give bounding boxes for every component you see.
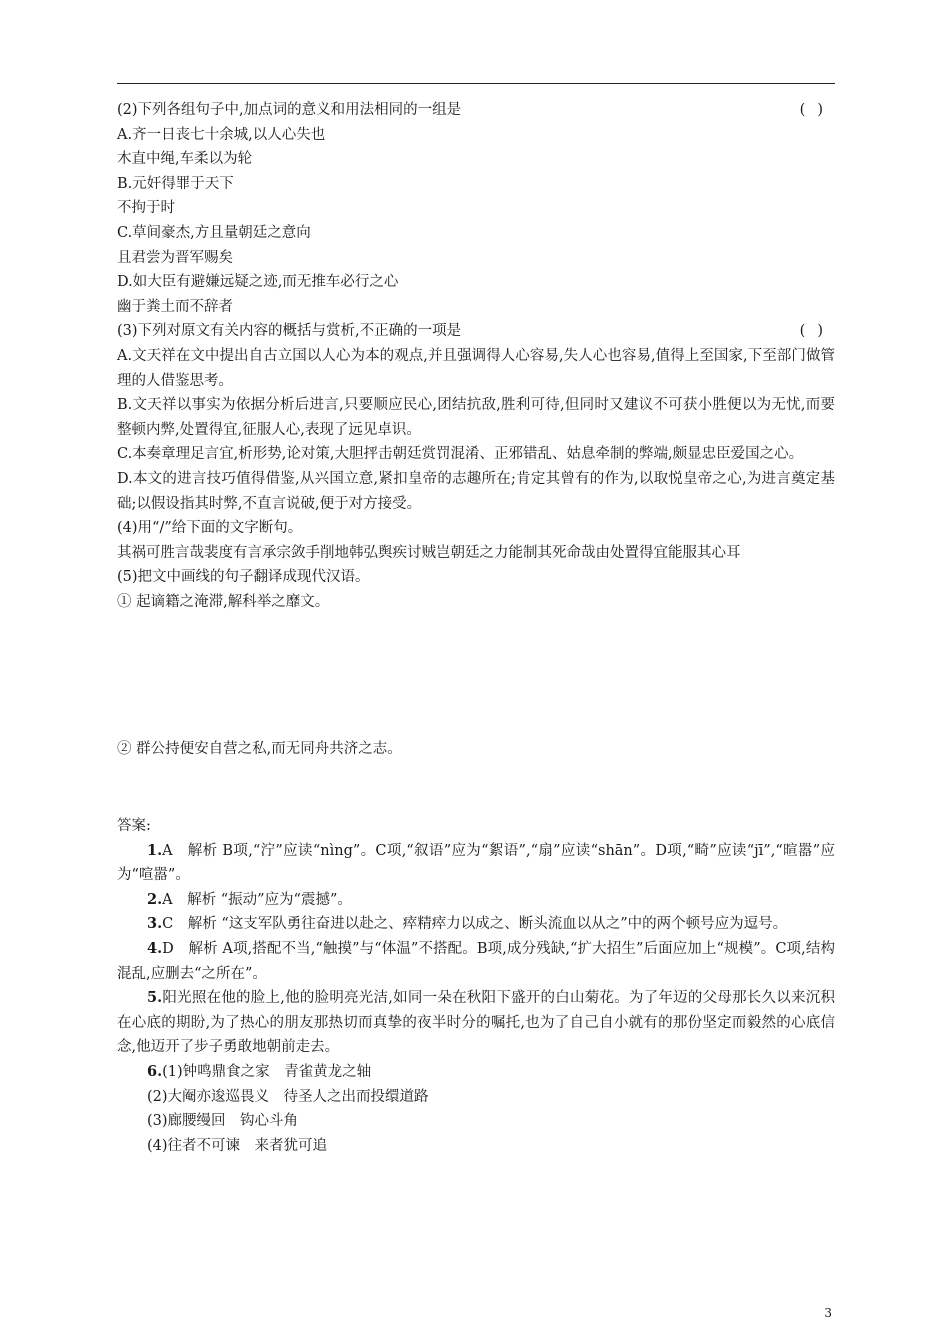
q5-sentence-2: ② 群公持便安自营之私,而无同舟共济之志。 <box>117 741 402 758</box>
q2-option-b-line-1: B.元奸得罪于天下 <box>117 175 234 192</box>
q2-option-a-line-1: A.齐一日丧七十余城,以人心失也 <box>117 126 326 143</box>
answer-1: 1.A 解析 B项,“泞”应读“nìng”。C项,“叙语”应为“絮语”,“扇”应读“shān”。D项,“畸”应读“jī”,“暄嚣”应为“喧嚣”。 <box>117 841 835 884</box>
q2-option-d-line-2: 幽于粪土而不辞者 <box>117 298 233 315</box>
answer-4: 4.D 解析 A项,搭配不当,“触摸”与“体温”不搭配。B项,成分残缺,“扩大招生”后面应加上“规模”。C项,结构混乱,应删去“之所在”。 <box>117 940 835 982</box>
q4-passage: 其祸可胜言哉裴度有言承宗敛手削地韩弘舆疾讨贼岂朝廷之力能制其死命哉由处置得宜能服其心耳 <box>117 544 741 561</box>
q2-option-d-line-1: D.如大臣有避嫌远疑之迹,而无推车必行之心 <box>117 274 399 291</box>
answer-blank: () <box>799 102 835 118</box>
answer-space <box>117 762 835 814</box>
answer-6: 6.(1)钟鸣鼎食之家 青雀黄龙之轴 <box>147 1063 372 1080</box>
answer-3: 3.C 解析 “这支军队勇往奋进以赴之、瘁精瘁力以成之、断头流血以从之”中的两个顿号应为逗号。 <box>147 915 788 933</box>
question-3-stem: (3)下列对原文有关内容的概括与赏析,不正确的一项是 () <box>117 319 835 344</box>
page-content <box>117 98 835 1158</box>
answer-6-line-2: (2)大阉亦逡巡畏义 待圣人之出而投缳道路 <box>147 1088 429 1105</box>
answer-5: 5.阳光照在他的脸上,他的脸明亮光洁,如同一朵在秋阳下盛开的白山菊花。为了年迈的父母那长久以来沉积在心底的期盼,为了热心的朋友那热切而真挚的夜半时分的嘱托,也为了自己自小就有的那份坚定而毅然的心底信念,他迈开了步子勇敢地朝前走去。 <box>117 989 835 1056</box>
answer-6-line-4: (4)往者不可谏 来者犹可追 <box>147 1137 328 1154</box>
header-rule <box>117 83 835 84</box>
answer-blank: () <box>799 323 835 340</box>
page-number: 3 <box>824 1306 832 1320</box>
answers-heading: 答案: <box>117 818 151 835</box>
q3-option-c: C.本奏章理足言宜,析形势,论对策,大胆抨击朝廷赏罚混淆、正邪错乱、姑息牵制的弊端,颇显忠臣爱国之心。 <box>117 446 804 463</box>
q3-option-d: D.本文的进言技巧值得借鉴,从兴国立意,紧扣皇帝的志趣所在;肯定其曾有的作为,以取悦皇帝之心,为进言奠定基础;以假设指其时弊,不直言说破,便于对方接受。 <box>117 470 835 512</box>
answer-space <box>117 614 835 737</box>
answer-6-line-3: (3)廊腰缦回 钩心斗角 <box>147 1113 299 1130</box>
question-4-stem: (4)用“/”给下面的文字断句。 <box>117 520 303 537</box>
question-2-stem: (2)下列各组句子中,加点词的意义和用法相同的一组是 () <box>117 98 835 123</box>
q2-option-c-line-2: 且君尝为晋军赐矣 <box>117 249 233 266</box>
question-5-stem: (5)把文中画线的句子翻译成现代汉语。 <box>117 569 370 586</box>
q2-option-c-line-1: C.草间豪杰,方且量朝廷之意向 <box>117 224 311 241</box>
q3-option-b: B.文天祥以事实为依据分析后进言,只要顺应民心,团结抗敌,胜利可待,但同时又建议不可获小胜便以为无忧,而要整顿内弊,处置得宜,征服人心,表现了远见卓识。 <box>117 397 835 438</box>
q3-option-a: A.文天祥在文中提出自古立国以人心为本的观点,并且强调得人心容易,失人心也容易,值得上至国家,下至部门做管理的人借鉴思考。 <box>117 347 835 389</box>
q2-option-a-line-2: 木直中绳,车柔以为轮 <box>117 151 253 168</box>
q5-sentence-1: ① 起谪籍之淹滞,解科举之靡文。 <box>117 593 330 610</box>
q2-option-b-line-2: 不拘于时 <box>117 200 175 217</box>
answer-2: 2.A 解析 “振动”应为“震撼”。 <box>147 890 352 908</box>
